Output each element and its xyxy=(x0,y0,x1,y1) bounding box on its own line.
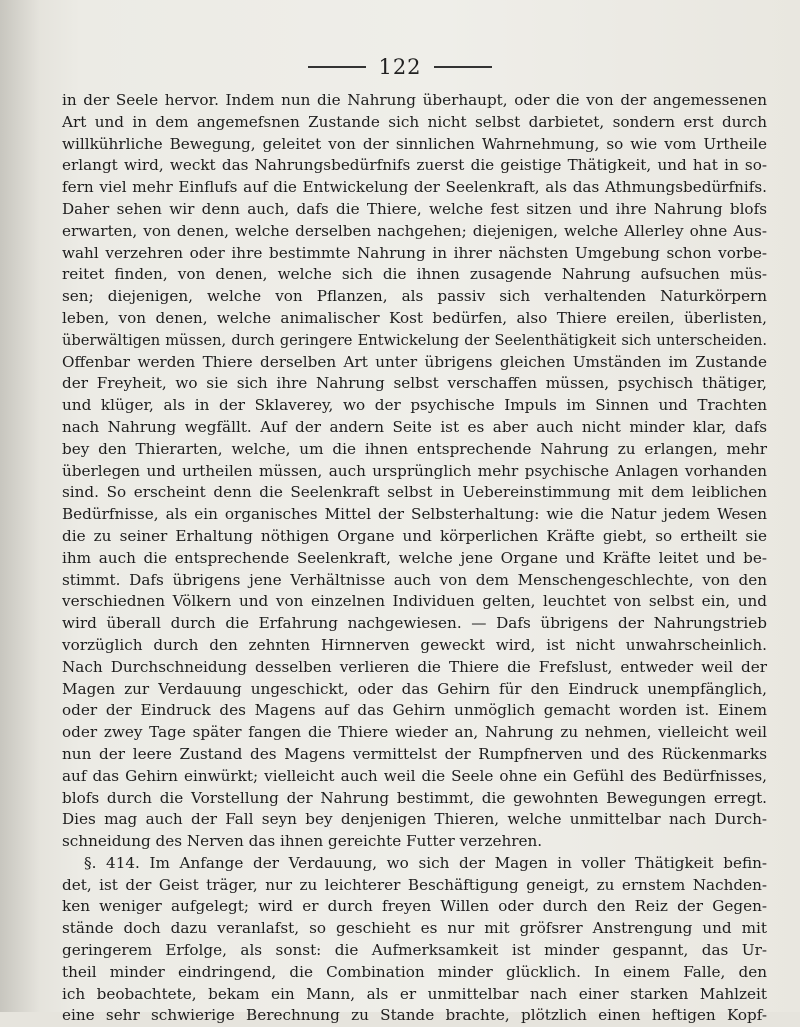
text-line: oder der Eindruck des Magens auf das Gehirn unmöglich gemacht worden ist. Einem xyxy=(62,701,767,720)
text-line: stimmt. Dafs übrigens jene Verhältnisse auch von dem Menschengeschlechte, von den xyxy=(62,570,767,589)
page-header xyxy=(0,52,800,82)
text-line: Dies mag auch der Fall seyn bey denjenigen Thieren, welche unmittelbar nach Durch- xyxy=(62,810,767,829)
text-line: erwarten, von denen, welche derselben nachgehen; diejenigen, welche Allerley ohne Aus- xyxy=(62,221,767,240)
header-rule-left xyxy=(308,66,366,68)
text-line: §. 414. Im Anfange der Verdauung, wo sich der Magen in voller Thätigkeit befin- xyxy=(84,853,767,872)
text-line: Bedürfnisse, als ein organisches Mittel der Selbsterhaltung: wie die Natur jedem Wesen xyxy=(62,505,767,524)
text-line: Art und in dem angemefsnen Zustande sich nicht selbst darbietet, sondern erst durch xyxy=(62,112,767,131)
text-line: ich beobachtete, bekam ein Mann, als er unmittelbar nach einer starken Mahlzeit xyxy=(62,984,767,1003)
text-line: oder zwey Tage später fangen die Thiere wieder an, Nahrung zu nehmen, vielleicht weil xyxy=(62,723,767,742)
text-line: sind. So erscheint denn die Seelenkraft selbst in Uebereinstimmung mit dem leiblichen xyxy=(62,483,767,502)
text-line: Magen zur Verdauung ungeschickt, oder das Gehirn für den Eindruck unempfänglich, xyxy=(62,679,767,698)
text-line: eine sehr schwierige Berechnung zu Stande brachte, plötzlich einen heftigen Kopf- xyxy=(62,1006,767,1025)
text-line: wahl verzehren oder ihre bestimmte Nahrung in ihrer nächsten Umgebung schon vorbe- xyxy=(62,243,767,262)
text-line: erlangt wird, weckt das Nahrungsbedürfnifs zuerst die geistige Thätigkeit, und hat in so- xyxy=(62,156,767,175)
text-line: die zu seiner Erhaltung nöthigen Organe und körperlichen Kräfte giebt, so ertheilt sie xyxy=(62,526,767,545)
text-line: blofs durch die Vorstellung der Nahrung bestimmt, die gewohnten Bewegungen erregt. xyxy=(62,788,767,807)
text-line: ihm auch die entsprechende Seelenkraft, welche jene Organe und Kräfte leitet und be- xyxy=(62,548,767,567)
text-line: in der Seele hervor. Indem nun die Nahrung überhaupt, oder die von der angemessenen xyxy=(62,91,767,109)
text-line: Offenbar werden Thiere derselben Art unter übrigens gleichen Umständen im Zustande xyxy=(62,352,767,371)
text-line: fern viel mehr Einflufs auf die Entwickelung der Seelenkraft, als das Athmungsbedürfnifs. xyxy=(62,178,767,197)
text-line: und klüger, als in der Sklaverey, wo der psychische Impuls im Sinnen und Trachten xyxy=(62,396,767,415)
page-gutter-shadow xyxy=(0,0,40,1012)
text-line: theil minder eindringend, die Combination minder glücklich. In einem Falle, den xyxy=(62,962,767,981)
header-rule-right xyxy=(434,66,492,68)
text-line: ken weniger aufgelegt; wird er durch freyen Willen oder durch den Reiz der Gegen- xyxy=(62,897,767,916)
text-line: stände doch dazu veranlafst, so geschieht es nur mit gröfsrer Anstrengung und mit xyxy=(62,919,767,938)
text-line: wird überall durch die Erfahrung nachgewiesen. — Dafs übrigens der Nahrungstrieb xyxy=(62,614,767,633)
text-line: überlegen und urtheilen müssen, auch ursprünglich mehr psychische Anlagen vorhanden xyxy=(62,461,767,480)
text-line: Nach Durchschneidung desselben verlieren die Thiere die Frefslust, entweder weil der xyxy=(62,657,767,676)
text-line: reitet finden, von denen, welche sich die ihnen zusagende Nahrung aufsuchen müs- xyxy=(62,265,767,284)
text-line: det, ist der Geist träger, nur zu leichterer Beschäftigung geneigt, zu ernstem Nachden- xyxy=(62,875,767,894)
text-line: sen; diejenigen, welche von Pflanzen, als passiv sich verhaltenden Naturkörpern xyxy=(62,287,767,306)
text-line: auf das Gehirn einwürkt; vielleicht auch weil die Seele ohne ein Gefühl des Bedürfnisses, xyxy=(62,766,767,785)
text-line: geringerem Erfolge, als sonst: die Aufmerksamkeit ist minder gespannt, das Ur- xyxy=(62,941,767,960)
text-line: nach Nahrung wegfällt. Auf der andern Seite ist es aber auch nicht minder klar, dafs xyxy=(62,417,767,436)
text-line: bey den Thierarten, welche, um die ihnen entsprechende Nahrung zu erlangen, mehr xyxy=(62,439,767,458)
text-line: schneidung des Nerven das ihnen gereichte Futter verzehren. xyxy=(62,832,543,851)
page-number: 122 xyxy=(378,55,422,79)
text-line: verschiednen Völkern und von einzelnen Individuen gelten, leuchtet von selbst ein, und xyxy=(62,592,767,611)
text-line: nun der leere Zustand des Magens vermittelst der Rumpfnerven und des Rückenmarks xyxy=(62,744,767,763)
text-line: vorzüglich durch den zehnten Hirnnerven geweckt wird, ist nicht unwahrscheinlich. xyxy=(62,635,767,654)
text-line: leben, von denen, welche animalischer Kost bedürfen, also Thiere ereilen, überlisten, xyxy=(62,308,767,327)
text-line: überwältigen müssen, durch geringere Entwickelung der Seelenthätigkeit sich unterscheiden. xyxy=(62,331,767,349)
text-line: Daher sehen wir denn auch, dafs die Thiere, welche fest sitzen und ihre Nahrung blofs xyxy=(62,199,767,218)
text-line: willkührliche Bewegung, geleitet von der sinnlichen Wahrnehmung, so wie vom Urtheile xyxy=(62,134,767,153)
text-line: der Freyheit, wo sie sich ihre Nahrung selbst verschaffen müssen, psychisch thätiger, xyxy=(62,374,767,393)
body-text xyxy=(62,90,767,1027)
